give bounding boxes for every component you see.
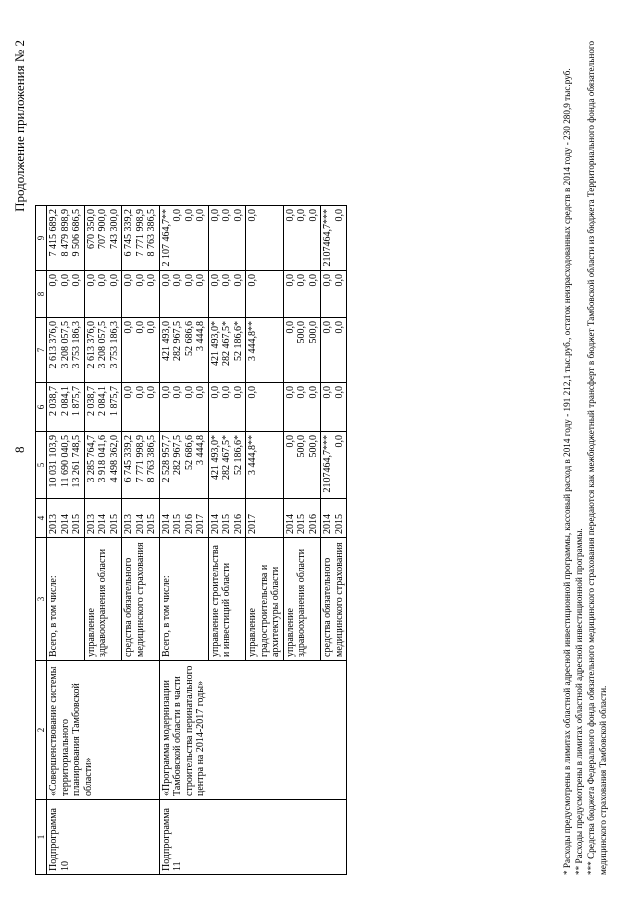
amount-value: 0,0	[322, 274, 334, 287]
amount-cell	[122, 383, 160, 432]
amount-value: 0,0	[183, 274, 195, 287]
amount-value: 0,0	[108, 274, 120, 287]
amount-value: 0,0	[172, 209, 184, 222]
amount-value: 421 493,0*	[209, 321, 221, 366]
amount-value: 13 261 748,5	[71, 435, 83, 488]
year-value: 2016	[232, 514, 244, 534]
amount-value: 0,0	[134, 386, 146, 399]
footnotes	[562, 30, 610, 875]
amount-value: 2 107 464,7**	[160, 209, 172, 267]
year-value: 2017	[195, 514, 207, 534]
amount-value: 52 686,6	[183, 435, 195, 470]
amount-value: 282 967,5	[172, 435, 184, 475]
source-label-cell: Всего, в том числе:	[47, 538, 85, 661]
amount-value: 11 690 040,5	[59, 435, 71, 488]
amount-value: 670 350,0	[85, 209, 97, 249]
amount-cell	[208, 383, 246, 432]
amount-value: 500,0	[307, 435, 319, 458]
amount-value: 0,0	[221, 274, 233, 287]
year-value: 2015	[108, 514, 120, 534]
amount-value: 2 528 957,7	[160, 435, 172, 483]
amount-value: 0,0	[183, 386, 195, 399]
amount-value: 421 493,0*	[209, 435, 221, 480]
amount-value: 0,0	[322, 321, 334, 334]
amount-value: 0,0	[296, 209, 308, 222]
amount-value: 0,0	[123, 321, 135, 334]
amount-value: 2 084,1	[97, 386, 109, 416]
amount-cell	[159, 206, 208, 271]
amount-cell	[47, 271, 85, 318]
amount-value: 0,0	[195, 386, 207, 399]
footnote: ** Расходы предусмотрены в лимитах областной адресной инвестиционной программы.	[573, 528, 584, 875]
amount-value: 0,0	[333, 209, 345, 222]
amount-value: 0,0	[284, 321, 296, 334]
amount-value: 0,0	[296, 274, 308, 287]
amount-value: 0,0	[284, 209, 296, 222]
amount-value: 0,0	[123, 274, 135, 287]
amount-value: 743 300,0	[108, 209, 120, 249]
amount-cell	[208, 271, 246, 318]
table-row	[159, 206, 208, 875]
amount-value: 421 493,0	[160, 321, 172, 361]
amount-value: 0,0	[146, 386, 158, 399]
amount-value: 0,0	[307, 274, 319, 287]
amount-value: 0,0	[209, 274, 221, 287]
source-label-cell: Всего, в том числе:	[159, 538, 208, 661]
amount-cell	[84, 432, 122, 499]
amount-value: 6 745 339,2	[123, 435, 135, 483]
amount-value: 282 967,5	[172, 321, 184, 361]
amount-cell	[246, 206, 284, 271]
amount-cell	[283, 206, 321, 271]
financing-table	[35, 205, 347, 875]
amount-value: 0,0	[123, 386, 135, 399]
amount-value: 0,0	[333, 321, 345, 334]
amount-value: 0,0	[59, 274, 71, 287]
amount-value: 0,0	[333, 435, 345, 448]
amount-cell	[208, 432, 246, 499]
amount-value: 0,0	[307, 209, 319, 222]
continuation-title: Продолжение приложения № 2	[12, 40, 27, 212]
header-cell: 7	[36, 318, 47, 383]
year-value: 2013	[85, 514, 97, 534]
amount-value: 0,0	[232, 209, 244, 222]
program-name-cell: «Программа модернизации Тамбовской области в части строительства перинатального центра на 2014-2017 годы»	[159, 661, 347, 800]
amount-value: 10 031 103,9	[48, 435, 60, 488]
amount-value: 0,0	[221, 386, 233, 399]
year-value: 2016	[307, 514, 319, 534]
amount-value: 2 613 376,0	[85, 321, 97, 369]
amount-cell	[122, 271, 160, 318]
header-cell: 8	[36, 271, 47, 318]
amount-value: 2 038,7	[85, 386, 97, 416]
footnote: * Расходы предусмотрены в лимитах областной адресной инвестиционной программы, кассовый расход в 2014 году - 191 212,1 тыс.руб., остаток неизрасходованных средств в 2014 году - 230 280,9 тыс.руб.	[562, 68, 572, 875]
source-label-cell: управление строительства и инвестиций области	[208, 538, 246, 661]
amount-value: 3 208 057,5	[59, 321, 71, 369]
amount-value: 0,0	[85, 274, 97, 287]
amount-value: 0,0	[146, 274, 158, 287]
amount-cell	[84, 383, 122, 432]
source-label-cell: средства обязательного медицинского страхования	[321, 538, 347, 661]
year-value: 2017	[247, 514, 259, 534]
year-value: 2014	[97, 514, 109, 534]
amount-cell	[283, 432, 321, 499]
amount-value: 3 753 186,3	[71, 321, 83, 369]
year-cell	[122, 499, 160, 538]
amount-value: 0,0	[307, 386, 319, 399]
amount-value: 7 771 998,9	[134, 209, 146, 257]
amount-value: 52 186,6*	[232, 435, 244, 475]
amount-value: 8 763 386,5	[146, 209, 158, 257]
amount-cell	[159, 432, 208, 499]
year-cell	[321, 499, 347, 538]
amount-value: 0,0	[172, 274, 184, 287]
amount-value: 0,0	[183, 209, 195, 222]
amount-value: 2 038,7	[48, 386, 60, 416]
amount-cell	[84, 271, 122, 318]
amount-value: 0,0	[209, 386, 221, 399]
program-cell: Подпрограмма 11	[159, 800, 347, 875]
program-cell: Подпрограмма 10	[47, 800, 160, 875]
header-cell: 2	[36, 661, 47, 800]
header-cell: 5	[36, 432, 47, 499]
amount-value: 0,0	[160, 386, 172, 399]
amount-value: 0,0	[333, 274, 345, 287]
year-cell	[84, 499, 122, 538]
amount-value: 52 686,6	[183, 321, 195, 356]
amount-value: 0,0	[284, 274, 296, 287]
amount-value: 0,0	[296, 386, 308, 399]
amount-value: 282 467,5*	[221, 321, 233, 366]
year-value: 2014	[284, 514, 296, 534]
amount-value: 0,0	[221, 209, 233, 222]
amount-value: 0,0	[134, 274, 146, 287]
amount-cell	[321, 432, 347, 499]
amount-value: 3 444,8	[195, 435, 207, 465]
table-row	[47, 206, 85, 875]
year-value: 2014	[209, 514, 221, 534]
year-value: 2014	[134, 514, 146, 534]
amount-cell	[246, 271, 284, 318]
amount-value: 3 753 186,3	[108, 321, 120, 369]
page-number: 8	[12, 446, 27, 453]
year-value: 2013	[48, 514, 60, 534]
source-label-cell: управление здравоохранения области	[283, 538, 321, 661]
amount-cell	[321, 271, 347, 318]
amount-cell	[246, 432, 284, 499]
amount-value: 7 771 998,9	[134, 435, 146, 483]
amount-value: 8 479 898,9	[59, 209, 71, 257]
amount-value: 1 875,7	[71, 386, 83, 416]
amount-value: 0,0	[247, 386, 259, 399]
footnote: *** Средства бюджета Федерального фонда обязательного медицинского страхования передаются как межбюджетный трансферт в бюджет Тамбовской области из бюджета Территориального фонда обязательного медицинского страхования Тамбовской области.	[585, 40, 608, 875]
amount-value: 707 900,0	[97, 209, 109, 249]
amount-value: 3 444,8**	[247, 321, 259, 361]
amount-cell	[208, 206, 246, 271]
amount-cell	[159, 271, 208, 318]
amount-value: 0,0	[172, 386, 184, 399]
amount-value: 0,0	[247, 274, 259, 287]
amount-value: 0,0	[232, 274, 244, 287]
amount-value: 0,0	[232, 386, 244, 399]
amount-cell	[283, 271, 321, 318]
amount-value: 282 467,5*	[221, 435, 233, 480]
amount-cell	[47, 432, 85, 499]
year-cell	[246, 499, 284, 538]
amount-value: 0,0	[247, 209, 259, 222]
header-cell: 3	[36, 538, 47, 661]
year-value: 2015	[296, 514, 308, 534]
amount-value: 9 506 686,5	[71, 209, 83, 257]
year-cell	[159, 499, 208, 538]
amount-value: 0,0	[146, 321, 158, 334]
header-cell: 4	[36, 499, 47, 538]
amount-cell	[84, 206, 122, 271]
amount-value: 500,0	[307, 321, 319, 344]
amount-value: 0,0	[48, 274, 60, 287]
year-value: 2014	[160, 514, 172, 534]
year-value: 2015	[146, 514, 158, 534]
amount-value: 500,0	[296, 321, 308, 344]
year-cell	[283, 499, 321, 538]
amount-cell	[84, 318, 122, 383]
source-label-cell: управление градостроительства и архитектуры области	[246, 538, 284, 661]
amount-cell	[246, 318, 284, 383]
amount-cell	[283, 383, 321, 432]
amount-cell	[321, 318, 347, 383]
amount-value: 0,0	[322, 386, 334, 399]
header-row	[36, 206, 47, 875]
amount-cell	[47, 206, 85, 271]
amount-value: 0,0	[160, 274, 172, 287]
amount-cell	[208, 318, 246, 383]
amount-cell	[47, 318, 85, 383]
amount-value: 0,0	[333, 386, 345, 399]
amount-value: 3 285 764,7	[85, 435, 97, 483]
amount-value: 3 918 041,6	[97, 435, 109, 483]
year-value: 2015	[221, 514, 233, 534]
source-label-cell: средства обязательного медицинского страхования	[122, 538, 160, 661]
header-cell: 6	[36, 383, 47, 432]
amount-cell	[159, 318, 208, 383]
amount-value: 2107464,7***	[322, 435, 334, 493]
amount-value: 0,0	[71, 274, 83, 287]
amount-value: 2 613 376,0	[48, 321, 60, 369]
year-value: 2014	[322, 514, 334, 534]
amount-value: 0,0	[284, 435, 296, 448]
amount-value: 52 186,6*	[232, 321, 244, 361]
amount-value: 8 763 386,5	[146, 435, 158, 483]
year-value: 2013	[123, 514, 135, 534]
amount-cell	[122, 206, 160, 271]
amount-value: 7 415 689,2	[48, 209, 60, 257]
amount-value: 3 444,8	[195, 321, 207, 351]
amount-value: 0,0	[284, 386, 296, 399]
year-value: 2015	[172, 514, 184, 534]
amount-value: 0,0	[134, 321, 146, 334]
amount-value: 3 208 057,5	[97, 321, 109, 369]
amount-cell	[246, 383, 284, 432]
amount-cell	[122, 318, 160, 383]
year-cell	[47, 499, 85, 538]
header-cell: 1	[36, 800, 47, 875]
amount-value: 2107464,7***	[322, 209, 334, 267]
amount-value: 0,0	[195, 274, 207, 287]
amount-cell	[283, 318, 321, 383]
amount-cell	[122, 432, 160, 499]
amount-value: 2 084,1	[59, 386, 71, 416]
amount-cell	[159, 383, 208, 432]
amount-value: 4 498 362,0	[108, 435, 120, 483]
amount-value: 0,0	[97, 274, 109, 287]
amount-value: 6 745 339,2	[123, 209, 135, 257]
amount-value: 1 875,7	[108, 386, 120, 416]
amount-value: 500,0	[296, 435, 308, 458]
header-cell: 9	[36, 206, 47, 271]
amount-value: 0,0	[195, 209, 207, 222]
year-cell	[208, 499, 246, 538]
year-value: 2014	[59, 514, 71, 534]
year-value: 2016	[183, 514, 195, 534]
amount-cell	[47, 383, 85, 432]
amount-cell	[321, 383, 347, 432]
year-value: 2015	[333, 514, 345, 534]
amount-value: 3 444,8**	[247, 435, 259, 475]
source-label-cell: управление здравоохранения области	[84, 538, 122, 661]
year-value: 2015	[71, 514, 83, 534]
program-name-cell: «Совершенствование системы территориального планирования Тамбовской области»	[47, 661, 160, 800]
amount-value: 0,0	[209, 209, 221, 222]
amount-cell	[321, 206, 347, 271]
